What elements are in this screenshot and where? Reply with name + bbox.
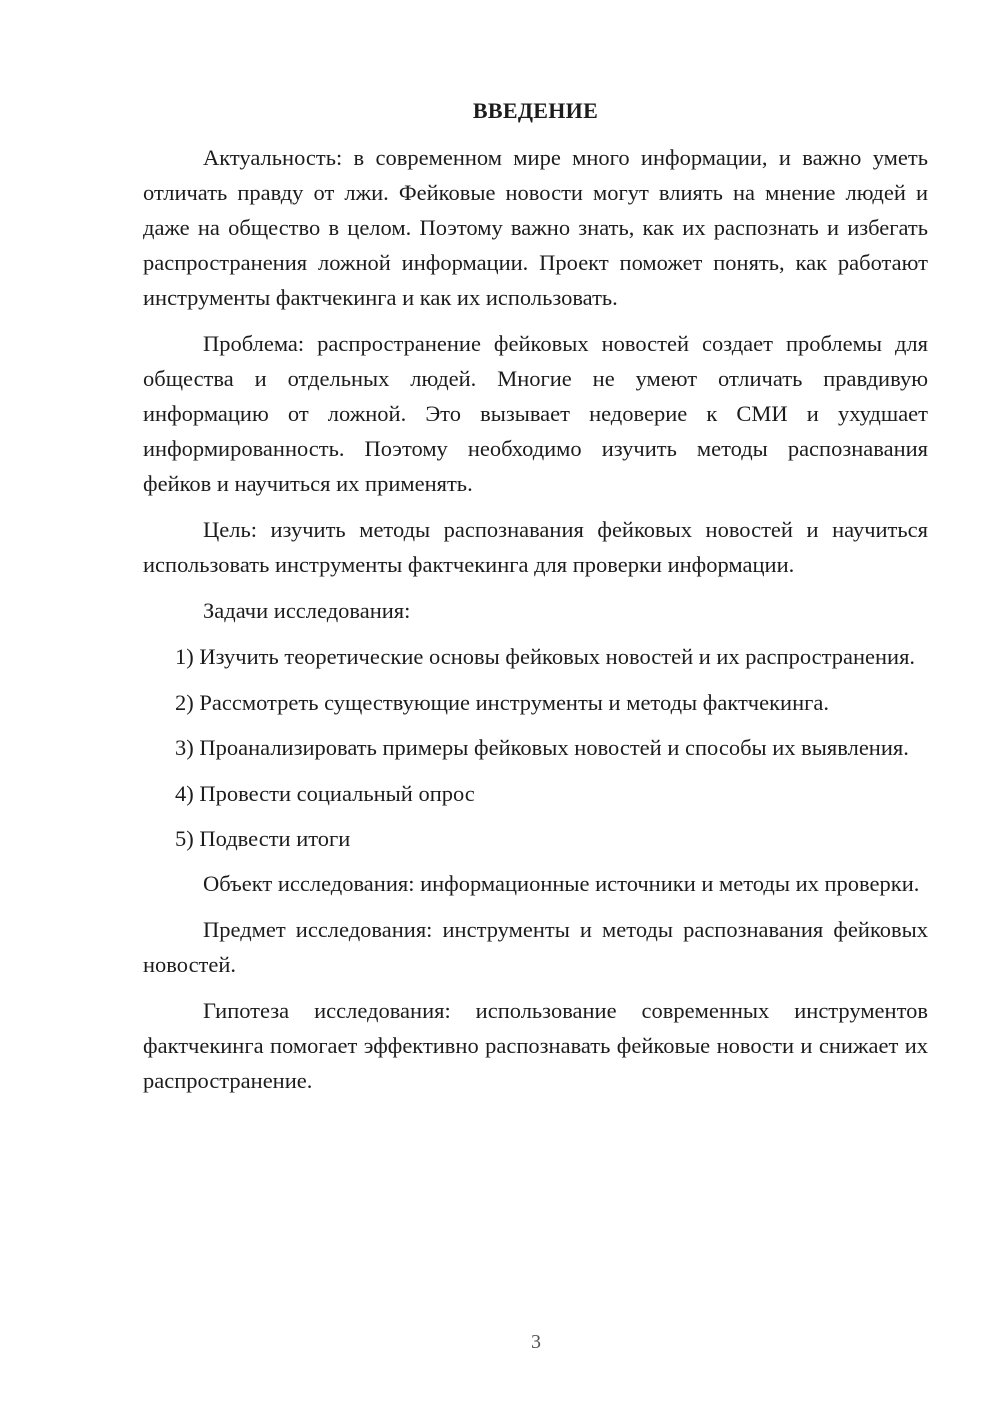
paragraph-subject: Предмет исследования: инструменты и методы распознавания фейковых новостей. [143, 917, 928, 977]
page-title: ВВЕДЕНИЕ [472, 98, 599, 123]
document-page [143, 96, 928, 1109]
page-number: 3 [531, 1331, 541, 1353]
paragraph-relevance: Актуальность: в современном мире много информации, и важно уметь отличать правду от лжи. Фейковые новости могут влиять на мнение людей и даже на общество в целом. Поэтому важно знать, как их распознать и избегать распространения ложной информации. Проект поможет понять, как работают инструменты фактчекинга и как их использовать. [143, 145, 928, 310]
paragraph-goal: Цель: изучить методы распознавания фейковых новостей и научиться использовать инструменты фактчекинга для проверки информации. [143, 517, 928, 577]
paragraph-object: Объект исследования: информационные источники и методы их проверки. [203, 871, 920, 896]
task-item-2: 2) Рассмотреть существующие инструменты и методы фактчекинга. [175, 690, 829, 715]
task-item-1: 1) Изучить теоретические основы фейковых новостей и их распространения. [175, 644, 916, 669]
paragraph-tasks-heading: Задачи исследования: [203, 598, 411, 623]
paragraph-hypothesis: Гипотеза исследования: использование современных инструментов фактчекинга помогает эффективно распознавать фейковые новости и снижает их распространение. [143, 998, 928, 1093]
task-item-5: 5) Подвести итоги [175, 826, 351, 851]
task-item-4: 4) Провести социальный опрос [175, 781, 475, 806]
paragraph-problem: Проблема: распространение фейковых новостей создает проблемы для общества и отдельных людей. Многие не умеют отличать правдивую информацию от ложной. Это вызывает недоверие к СМИ и ухудшает информированность. Поэтому необходимо изучить методы распознавания фейков и научиться их применять. [143, 331, 928, 496]
task-item-3: 3) Проанализировать примеры фейковых новостей и способы их выявления. [175, 735, 909, 760]
